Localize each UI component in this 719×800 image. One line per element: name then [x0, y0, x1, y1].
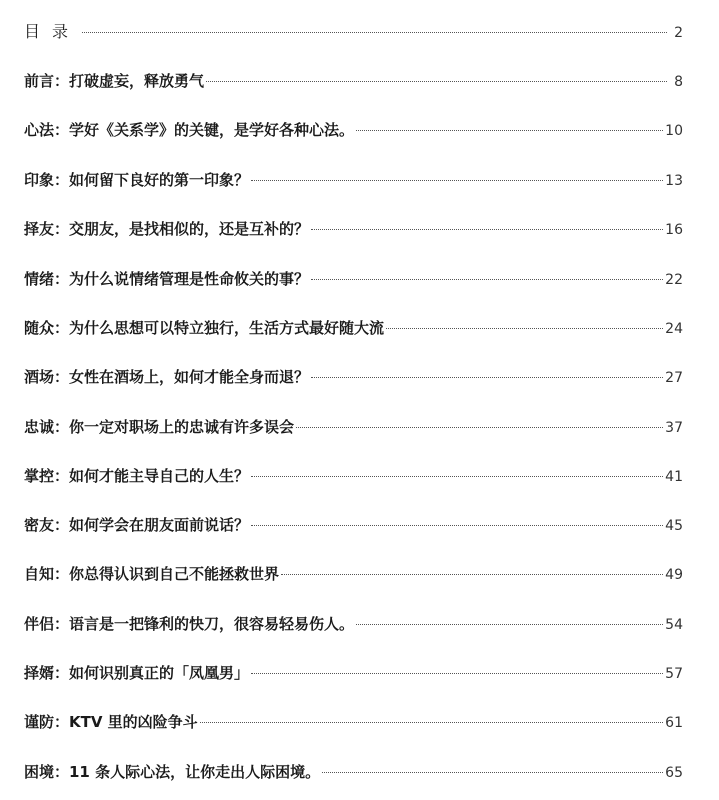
toc-entry[interactable] — [24, 707, 683, 737]
dot-leader — [82, 31, 667, 33]
toc-entry[interactable] — [24, 658, 683, 688]
toc-page-number: 24 — [665, 321, 683, 337]
toc-page-number: 10 — [665, 123, 683, 139]
toc-entry[interactable] — [24, 510, 683, 540]
dot-leader — [311, 278, 663, 280]
toc-page-number: 13 — [665, 173, 683, 189]
toc-entry[interactable] — [24, 757, 683, 787]
toc-entry-title: 自知：你总得认识到自己不能拯救世界 — [24, 565, 280, 583]
toc-page-number: 8 — [674, 74, 683, 90]
dot-leader — [356, 129, 663, 131]
toc-heading-row[interactable] — [24, 17, 683, 47]
toc-entry-title: 伴侣：语言是一把锋利的快刀，很容易轻易伤人。 — [24, 615, 355, 633]
toc-entry-title: 掌控：如何才能主导自己的人生？ — [24, 467, 250, 485]
dot-leader — [200, 721, 663, 723]
toc-entry[interactable] — [24, 313, 683, 343]
dot-leader — [311, 228, 663, 230]
toc-entry[interactable] — [24, 461, 683, 491]
toc-entry-title: 择友：交朋友，是找相似的，还是互补的？ — [24, 220, 310, 238]
toc-entry[interactable] — [24, 362, 683, 392]
toc-page-number: 41 — [665, 469, 683, 485]
dot-leader — [311, 376, 663, 378]
toc-page-number: 57 — [665, 666, 683, 682]
dot-leader — [206, 80, 667, 82]
toc-page-number: 27 — [665, 370, 683, 386]
toc-entry[interactable] — [24, 609, 683, 639]
dot-leader — [251, 524, 663, 526]
dot-leader — [251, 475, 663, 477]
toc-entry[interactable] — [24, 165, 683, 195]
dot-leader — [296, 426, 663, 428]
toc-page-number: 22 — [665, 272, 683, 288]
toc-entry[interactable] — [24, 412, 683, 442]
toc-entry-title: 情绪：为什么说情绪管理是性命攸关的事？ — [24, 270, 310, 288]
toc-entry[interactable] — [24, 66, 683, 96]
dot-leader — [386, 327, 663, 329]
toc-page-number: 65 — [665, 765, 683, 781]
toc-entry-title: 密友：如何学会在朋友面前说话？ — [24, 516, 250, 534]
toc-page-number: 37 — [665, 420, 683, 436]
toc-entry-title: 忠诚：你一定对职场上的忠诚有许多误会 — [24, 418, 295, 436]
toc-entry-title: 前言：打破虚妄，释放勇气 — [24, 72, 205, 90]
toc-entry[interactable] — [24, 115, 683, 145]
dot-leader — [356, 623, 663, 625]
toc-entry[interactable] — [24, 559, 683, 589]
dot-leader — [281, 573, 663, 575]
dot-leader — [251, 179, 663, 181]
toc-page-number: 16 — [665, 222, 683, 238]
toc-entry-title: 随众：为什么思想可以特立独行，生活方式最好随大流 — [24, 319, 385, 337]
toc-page-number: 61 — [665, 715, 683, 731]
toc-page-number: 2 — [674, 25, 683, 41]
toc-entry-title: 困境：11 条人际心法，让你走出人际困境。 — [24, 763, 321, 781]
toc-page-number: 54 — [665, 617, 683, 633]
toc-heading-title: 目录 — [24, 22, 81, 41]
toc-entry-title: 印象：如何留下良好的第一印象？ — [24, 171, 250, 189]
toc-entry-title: 择婿：如何识别真正的「凤凰男」 — [24, 664, 250, 682]
toc-page-number: 45 — [665, 518, 683, 534]
dot-leader — [251, 672, 663, 674]
toc-entry-title: 酒场：女性在酒场上，如何才能全身而退？ — [24, 368, 310, 386]
toc-page-number: 49 — [665, 567, 683, 583]
toc-entry[interactable] — [24, 264, 683, 294]
toc-entry-title: 心法：学好《关系学》的关键，是学好各种心法。 — [24, 121, 355, 139]
dot-leader — [322, 771, 663, 773]
toc-entry[interactable] — [24, 214, 683, 244]
toc-entry-title: 谨防：KTV 里的凶险争斗 — [24, 713, 198, 731]
